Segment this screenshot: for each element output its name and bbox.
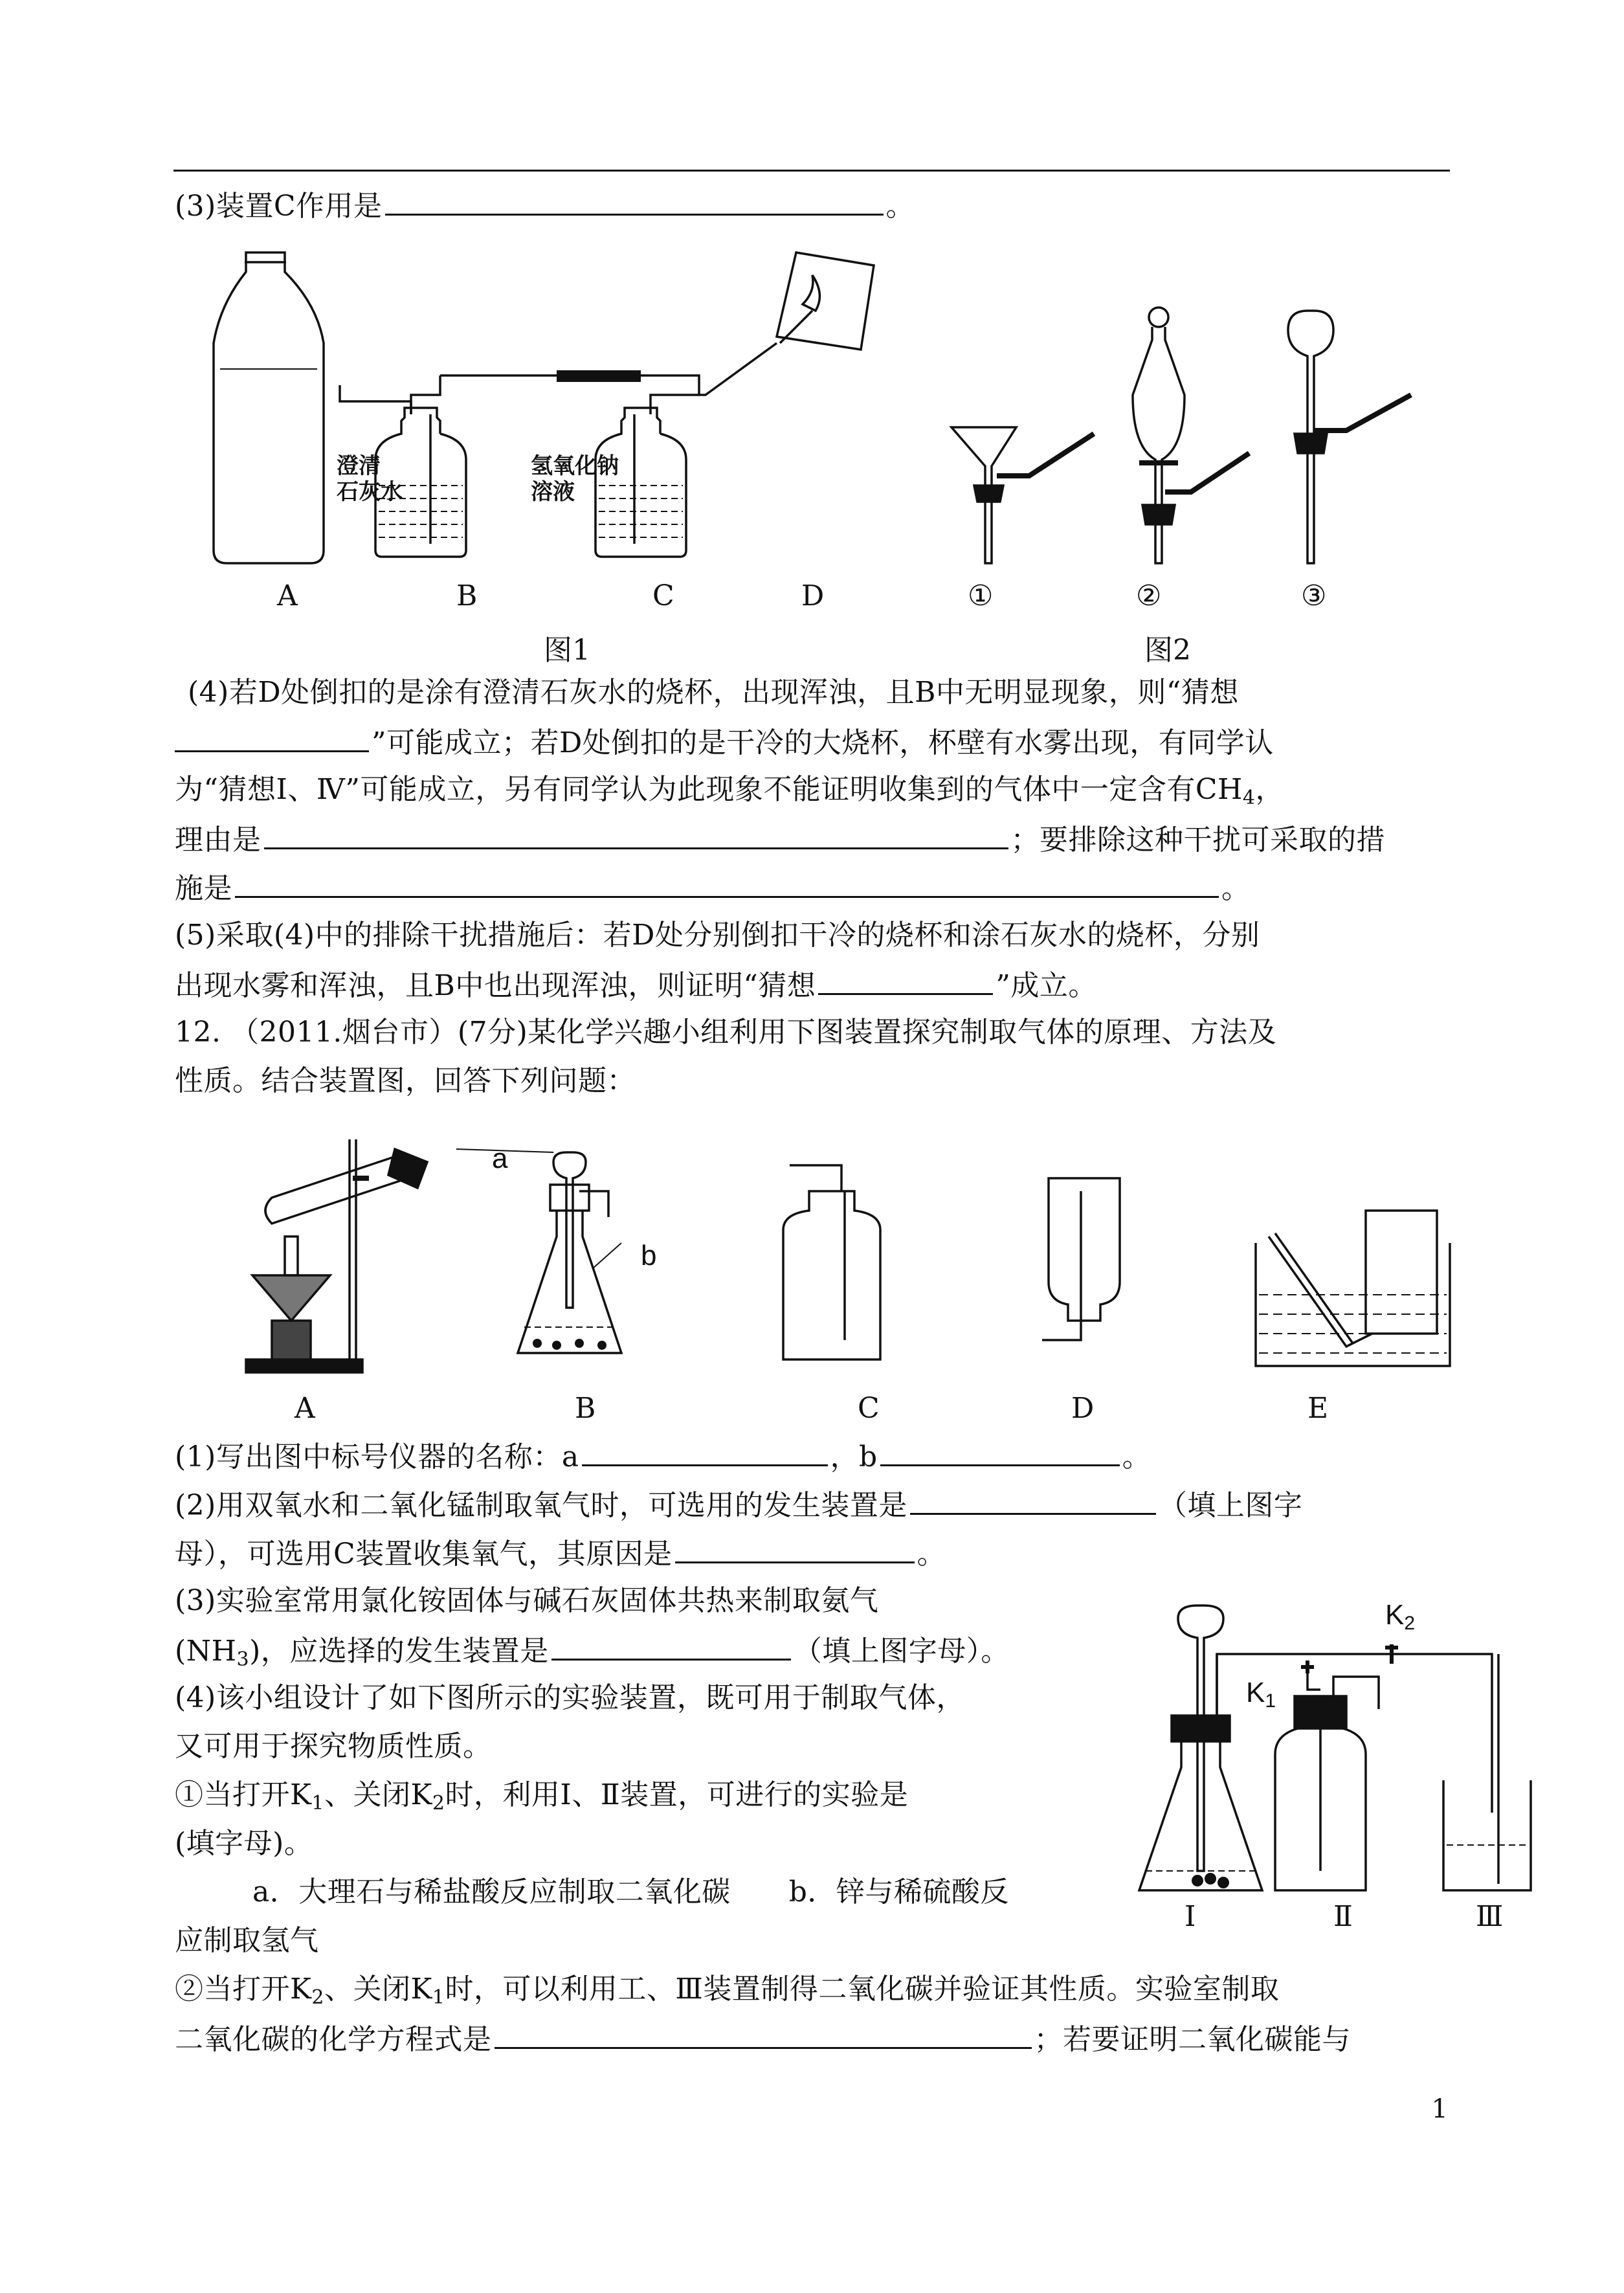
q5-line2: 出现水雾和浑浊，且B中也出现浑浊，则证明“猜想 ”成立。 [175, 965, 1097, 1005]
bottle-b-text: 澄清 石灰水 [337, 453, 403, 505]
p4-1-line1: ①当打开$K_1$、关闭$K_2$时，利用Ⅰ、Ⅱ装置，可进行的实验是 [175, 1778, 909, 1815]
flask-i [1139, 1605, 1492, 1890]
q5-line1: (5)采取(4)中的排除干扰措施后：若D处分别倒扣干冷的烧杯和涂石灰水的烧杯，分别 [175, 919, 1260, 952]
p2-line1: (2)用双氧水和二氧化锰制取氧气时，可选用的发生装置是 （填上图字 [175, 1484, 1302, 1525]
figure-4 [1126, 1599, 1541, 1923]
separatory-funnel-2 [1133, 308, 1249, 563]
fig1-label-c: C [652, 579, 674, 612]
q4-line4: 理由是 ；要排除这种干扰可采取的措 [175, 819, 1385, 860]
inverted-beaker-d [777, 252, 874, 350]
q3-answer-blank[interactable] [385, 185, 884, 216]
fig1-label-d: D [801, 579, 825, 612]
figure-1 [194, 240, 880, 576]
p4-2-line1: ②当打开$K_2$、关闭$K_1$时，可以利用工、Ⅲ装置制得二氧化碳并验证其性质。实验室制取 [175, 1973, 1280, 2009]
p2-line2: 母），可选用C装置收集氧气，其原因是 。 [175, 1533, 946, 1574]
funnel-1 [951, 427, 1094, 563]
p4-2-line2: 二氧化碳的化学方程式是 ；若要证明二氧化碳能与 [175, 2019, 1351, 2059]
page-number: 1 [1431, 2094, 1448, 2124]
q12-line2: 性质。结合装置图，回答下列问题： [175, 1064, 636, 1097]
fig1-caption: 图1 [544, 634, 590, 667]
fig2-caption: 图2 [1144, 634, 1191, 667]
fig4-label-2: Ⅱ [1333, 1900, 1353, 1933]
q4-line5: 施是 。 [175, 867, 1251, 908]
p2-device-blank[interactable] [910, 1484, 1156, 1515]
fig3-label-b: B [575, 1392, 596, 1425]
apparatus-a [246, 1139, 427, 1372]
apparatus-d [1042, 1178, 1120, 1340]
figure-2 [945, 304, 1424, 570]
fig3-label-d: D [1071, 1392, 1095, 1425]
p3-line2: $(NH_3)$，应选择的发生装置是 （填上图字母）。 [175, 1630, 1010, 1679]
p4-1-options [252, 1873, 1009, 1912]
apparatus-c [783, 1165, 880, 1359]
q4-reason-blank[interactable] [264, 819, 1008, 849]
figure-3 [233, 1139, 1463, 1385]
fig3-label-e: E [1307, 1392, 1329, 1425]
q4-line1: (4)若D处倒扣的是涂有澄清石灰水的烧杯，出现浑浊，且B中无明显现象，则“猜想 [188, 676, 1239, 709]
fig2-label-1: ① [968, 579, 994, 612]
fig4-label-3: Ⅲ [1476, 1900, 1504, 1933]
fig3-mark-a: a [492, 1143, 508, 1174]
q3-text: (3)装置C作用是 [175, 190, 383, 223]
q3-line: (3)装置C作用是 。 [175, 185, 915, 226]
k2-label: $K_2$ [1385, 1599, 1416, 1634]
p1-b-blank[interactable] [880, 1436, 1120, 1466]
q4-measure-blank[interactable] [235, 867, 1219, 898]
p1-line: (1)写出图中标号仪器的名称：a ，b 。 [175, 1436, 1151, 1477]
q4-line2: ”可能成立；若D处倒扣的是干冷的大烧杯，杯壁有水雾出现，有同学认 [175, 722, 1274, 763]
k1-label: $K_1$ [1246, 1677, 1276, 1712]
p4-line1: (4)该小组设计了如下图所示的实验装置，既可用于制取气体， [175, 1681, 965, 1714]
q4-line3: 为“猜想Ⅰ、Ⅳ”可能成立，另有同学认为此现象不能证明收集到的气体中一定含有$CH_4$， [175, 773, 1284, 809]
thistle-funnel-3 [1288, 311, 1411, 563]
option-a[interactable]: a．大理石与稀盐酸反应制取二氧化碳 [252, 1875, 731, 1908]
p3-line1: (3)实验室常用氯化铵固体与碱石灰固体共热来制取氨气 [175, 1584, 879, 1617]
header-rule [173, 170, 1450, 172]
p4-1-option-b-cont: 应制取氢气 [175, 1924, 319, 1957]
fig2-label-3: ③ [1301, 579, 1327, 612]
p1-a-blank[interactable] [582, 1436, 828, 1466]
beaker-iii [1443, 1654, 1531, 1890]
q4-guess-blank[interactable] [175, 722, 369, 752]
fig2-label-2: ② [1136, 579, 1162, 612]
p2-reason-blank[interactable] [675, 1533, 915, 1563]
bottle-c-text: 氢氧化钠 溶液 [531, 453, 619, 505]
fig1-label-a: A [277, 579, 298, 612]
fig3-label-a: A [295, 1392, 315, 1425]
fig3-label-c: C [858, 1392, 880, 1425]
p4-line2: 又可用于探究物质性质。 [175, 1730, 492, 1763]
fig3-mark-b: b [641, 1240, 657, 1271]
q5-guess-blank[interactable] [818, 965, 993, 995]
fig4-label-1: Ⅰ [1185, 1900, 1196, 1933]
p4-2-equation-blank[interactable] [495, 2019, 1032, 2049]
apparatus-b [456, 1149, 621, 1353]
q12-line1: 12. （2011.烟台市）(7分)某化学兴趣小组利用下图装置探究制取气体的原理、方法及 [175, 1016, 1277, 1049]
bottle-ii [1275, 1661, 1379, 1890]
apparatus-e [1256, 1211, 1450, 1366]
fig1-label-b: B [456, 579, 478, 612]
p4-1-line2: (填字母)。 [175, 1827, 313, 1860]
option-b[interactable]: b．锌与稀硫酸反 [788, 1875, 1009, 1908]
bottle-a [214, 252, 324, 563]
p3-device-blank[interactable] [551, 1630, 791, 1661]
